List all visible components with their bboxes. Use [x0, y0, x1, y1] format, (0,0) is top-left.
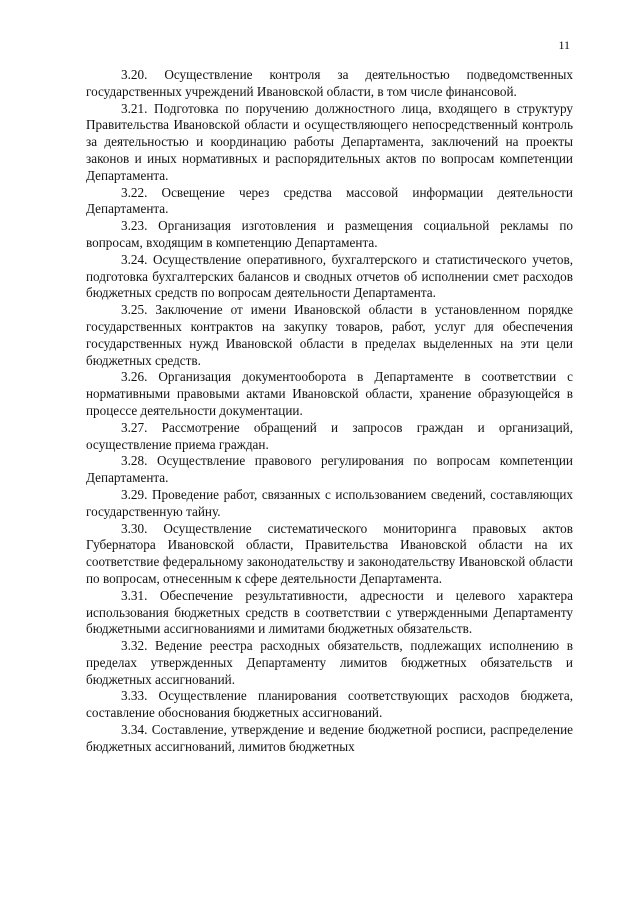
- document-body: [86, 67, 573, 756]
- paragraph-3-21: 3.21. Подготовка по поручению должностного лица, входящего в структуру Правительства Ивановской области и осуществляющего непосредственный контроль за деятельностью и координацию работы Департамента, заключений на проекты законов и иных нормативных и распорядительных актов по вопросам компетенции Департамента.: [86, 100, 573, 183]
- paragraph-3-30: 3.30. Осуществление систематического мониторинга правовых актов Губернатора Ивановской области, Правительства Ивановской области на их соответствие федеральному законодательству и законодательству Ивановской области по вопросам, отнесенным к сфере деятельности Департамента.: [86, 520, 573, 586]
- paragraph-3-33: 3.33. Осуществление планирования соответствующих расходов бюджета, составление обоснования бюджетных ассигнований.: [86, 688, 573, 721]
- paragraph-3-27: 3.27. Рассмотрение обращений и запросов граждан и организаций, осуществление приема граждан.: [86, 419, 573, 452]
- paragraph-3-26: 3.26. Организация документооборота в Департаменте в соответствии с нормативными правовыми актами Ивановской области, хранение образующейся в процессе деятельности документации.: [86, 369, 573, 418]
- page-number: 11: [558, 38, 570, 52]
- paragraph-3-20: 3.20. Осуществление контроля за деятельностью подведомственных государственных учреждений Ивановской области, в том числе финансовой.: [86, 67, 573, 99]
- paragraph-3-24: 3.24. Осуществление оперативного, бухгалтерского и статистического учетов, подготовка бухгалтерских балансов и сводных отчетов об исполнении смет расходов бюджетных средств по вопросам деятельности Департамента.: [86, 251, 573, 301]
- paragraph-3-22: 3.22. Освещение через средства массовой информации деятельности Департамента.: [86, 184, 573, 217]
- paragraph-3-34: 3.34. Составление, утверждение и ведение бюджетной росписи, распределение бюджетных ассигнований, лимитов бюджетных: [86, 722, 573, 754]
- paragraph-3-23: 3.23. Организация изготовления и размещения социальной рекламы по вопросам, входящим в компетенцию Департамента.: [86, 218, 573, 250]
- paragraph-3-28: 3.28. Осуществление правового регулирования по вопросам компетенции Департамента.: [86, 453, 573, 486]
- paragraph-3-31: 3.31. Обеспечение результативности, адресности и целевого характера использования бюджетных средств в соответствии с утвержденными Департаменту бюджетными ассигнованиями и лимитами бюджетных обязательств.: [86, 587, 573, 637]
- paragraph-3-29: 3.29. Проведение работ, связанных с использованием сведений, составляющих государственную тайну.: [86, 486, 573, 519]
- paragraph-3-32: 3.32. Ведение реестра расходных обязательств, подлежащих исполнению в пределах утвержденных Департаменту лимитов бюджетных обязательств и бюджетных ассигнований.: [86, 638, 573, 687]
- paragraph-3-25: 3.25. Заключение от имени Ивановской области в установленном порядке государственных контрактов на закупку товаров, работ, услуг для обеспечения государственных нужд Ивановской области в пределах выделенных на эти цели бюджетных средств.: [86, 302, 573, 368]
